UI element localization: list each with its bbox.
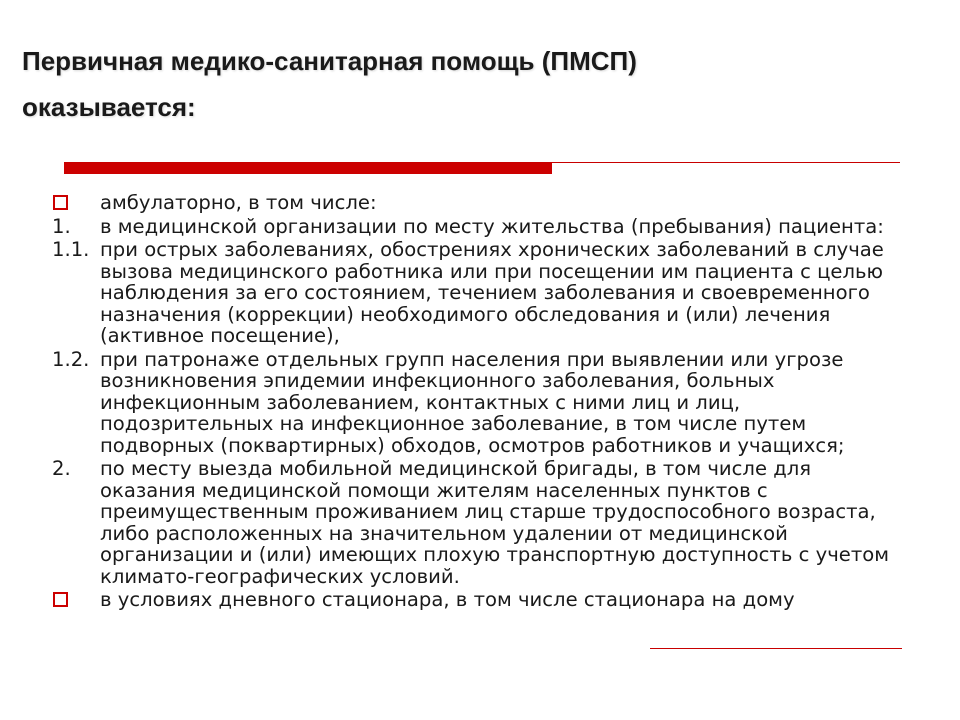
list-item-1	[52, 216, 912, 238]
list-item-text: по месту выезда мобильной медицинской бригады, в том числе для оказания медицинской помощи жителям населенных пунктов с преимущественным проживанием лиц старше трудоспособного возраста, либо расположенных на значительном удалении от медицинской организации и (или) имеющих плохую транспортную доступность с учетом климато-географических условий.	[100, 457, 890, 588]
square-bullet-icon	[53, 195, 68, 210]
square-bullet-icon	[53, 592, 68, 607]
footer-divider	[650, 648, 902, 649]
title-line-1: Первичная медико-санитарная помощь (ПМСП)	[22, 46, 637, 76]
list-item-text: при острых заболеваниях, обострениях хронических заболеваний в случае вызова медицинского работника или при посещении им пациента с целью наблюдения за его состоянием, течением заболевания и своевременного назначения (коррекции) необходимого обследования и (или) лечения (активное посещение),	[100, 238, 884, 347]
list-item-day-hospital	[52, 589, 912, 611]
list-item-ambulatory	[52, 192, 912, 214]
title-line-2: оказывается:	[22, 92, 196, 122]
list-item-1-1	[52, 239, 912, 347]
list-item-text: амбулаторно, в том числе:	[100, 191, 377, 214]
list-item-number: 1.	[52, 214, 71, 238]
list-item-number: 1.2.	[52, 347, 90, 371]
slide-title	[22, 38, 922, 130]
title-divider-thick	[64, 163, 552, 174]
list-item-1-2	[52, 349, 912, 457]
list-item-text: при патронаже отдельных групп населения при выявлении или угрозе возникновения эпидемии инфекционного заболевания, больных инфекционным заболеванием, контактных с ними лиц и лиц, подозрительных на инфекционное заболевание, в том числе путем подворных (поквартирных) обходов, осмотров работников и учащихся;	[100, 347, 845, 457]
list-item-text: в медицинской организации по месту жительства (пребывания) пациента:	[100, 214, 884, 238]
list-item-number: 2.	[52, 457, 71, 480]
list-item-text: в условиях дневного стационара, в том числе стационара на дому	[100, 588, 795, 611]
list-item-2	[52, 458, 912, 587]
list-item-number: 1.1.	[52, 238, 90, 261]
slide-body	[52, 192, 912, 613]
